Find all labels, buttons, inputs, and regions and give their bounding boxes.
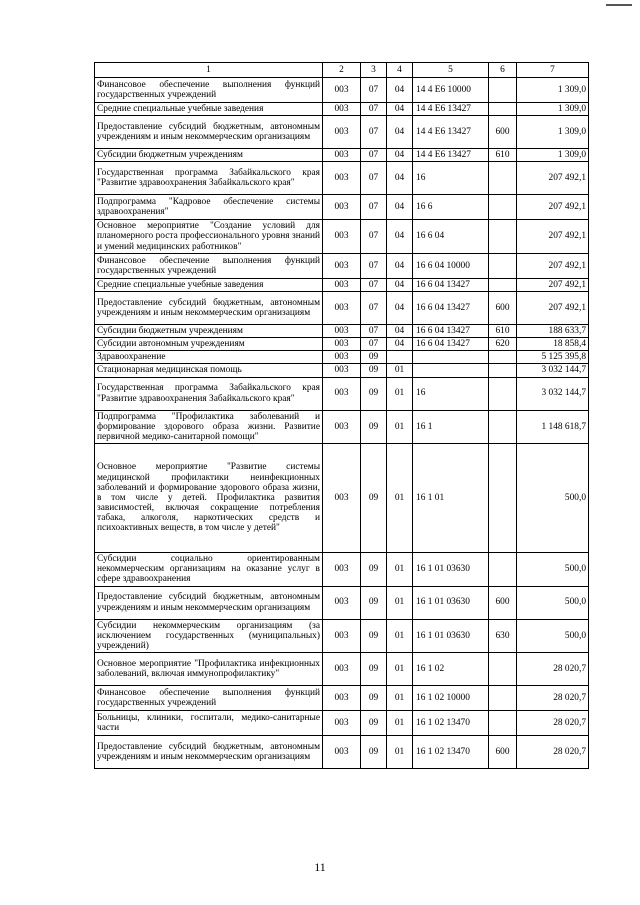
- admin-code-cell: 003: [323, 338, 361, 351]
- subsection-cell: 01: [387, 685, 413, 710]
- row-name-cell: Субсидии некоммерческим организациям (за исключением государственных (муниципальных) учреждений): [95, 619, 323, 652]
- admin-code-cell: 003: [323, 364, 361, 377]
- target-article-cell: 16 6 04: [413, 220, 489, 253]
- amount-cell: 500,0: [517, 444, 589, 553]
- target-article-cell: 16 6: [413, 195, 489, 220]
- header-cell: 2: [323, 63, 361, 78]
- page-number: 11: [314, 860, 326, 874]
- amount-cell: 18 858,4: [517, 338, 589, 351]
- table-row: [95, 410, 589, 443]
- subsection-cell: 04: [387, 116, 413, 149]
- amount-cell: 3 032 144,7: [517, 377, 589, 410]
- admin-code-cell: 003: [323, 162, 361, 195]
- corner-mark: [606, 4, 632, 6]
- admin-code-cell: 003: [323, 351, 361, 364]
- amount-cell: 207 492,1: [517, 278, 589, 291]
- expense-type-cell: [489, 710, 517, 735]
- table-row: [95, 103, 589, 116]
- row-name-cell: Финансовое обеспечение выполнения функций государственных учреждений: [95, 78, 323, 103]
- admin-code-cell: 003: [323, 586, 361, 619]
- row-name-cell: Здравоохранение: [95, 351, 323, 364]
- amount-cell: 28 020,7: [517, 652, 589, 685]
- row-name-cell: Средние специальные учебные заведения: [95, 103, 323, 116]
- amount-cell: 28 020,7: [517, 735, 589, 768]
- target-article-cell: 16 1 02 10000: [413, 685, 489, 710]
- budget-table: [94, 62, 589, 769]
- subsection-cell: 01: [387, 364, 413, 377]
- table-row: [95, 553, 589, 586]
- admin-code-cell: 003: [323, 195, 361, 220]
- section-cell: 09: [361, 586, 387, 619]
- section-cell: 09: [361, 710, 387, 735]
- expense-type-cell: [489, 685, 517, 710]
- subsection-cell: 01: [387, 735, 413, 768]
- target-article-cell: 16 1 01: [413, 444, 489, 553]
- table-row: [95, 253, 589, 278]
- row-name-cell: Стационарная медицинская помощь: [95, 364, 323, 377]
- table-body: [95, 63, 589, 769]
- expense-type-cell: [489, 553, 517, 586]
- admin-code-cell: 003: [323, 116, 361, 149]
- admin-code-cell: 003: [323, 103, 361, 116]
- target-article-cell: 14 4 Е6 13427: [413, 149, 489, 162]
- admin-code-cell: 003: [323, 410, 361, 443]
- section-cell: 09: [361, 735, 387, 768]
- section-cell: 09: [361, 652, 387, 685]
- section-cell: 07: [361, 78, 387, 103]
- section-cell: 07: [361, 149, 387, 162]
- expense-type-cell: 600: [489, 291, 517, 324]
- section-cell: 07: [361, 195, 387, 220]
- target-article-cell: 16 1 02 13470: [413, 710, 489, 735]
- section-cell: 07: [361, 220, 387, 253]
- target-article-cell: 16: [413, 377, 489, 410]
- row-name-cell: Средние специальные учебные заведения: [95, 278, 323, 291]
- expense-type-cell: 600: [489, 586, 517, 619]
- table-row: [95, 324, 589, 337]
- table-row: [95, 685, 589, 710]
- table-row: [95, 162, 589, 195]
- table-row: [95, 586, 589, 619]
- target-article-cell: 16 1: [413, 410, 489, 443]
- admin-code-cell: 003: [323, 149, 361, 162]
- subsection-cell: 04: [387, 220, 413, 253]
- row-name-cell: Государственная программа Забайкальского края "Развитие здравоохранения Забайкальского края": [95, 377, 323, 410]
- section-cell: 09: [361, 351, 387, 364]
- section-cell: 09: [361, 410, 387, 443]
- section-cell: 07: [361, 324, 387, 337]
- header-cell: 3: [361, 63, 387, 78]
- table-row: [95, 351, 589, 364]
- row-name-cell: Основное мероприятие "Создание условий для планомерного роста профессионального уровня знаний и умений медицинских работников": [95, 220, 323, 253]
- expense-type-cell: [489, 351, 517, 364]
- row-name-cell: Основное мероприятие "Развитие системы медицинской профилактики неинфекционных заболеваний и формирование здорового образа жизни, в том числе у детей. Профилактика развития зависимостей, включая сокращение потребления табака, алкоголя, наркотических средств и психоактивных веществ, в том числе у детей": [95, 444, 323, 553]
- target-article-cell: 16 6 04 13427: [413, 338, 489, 351]
- row-name-cell: Субсидии социально ориентированным некоммерческим организациям на оказание услуг в сфере здравоохранения: [95, 553, 323, 586]
- target-article-cell: 14 4 Е6 13427: [413, 116, 489, 149]
- amount-cell: 3 032 144,7: [517, 364, 589, 377]
- section-cell: 07: [361, 116, 387, 149]
- amount-cell: 28 020,7: [517, 710, 589, 735]
- subsection-cell: 04: [387, 195, 413, 220]
- amount-cell: 188 633,7: [517, 324, 589, 337]
- table-row: [95, 652, 589, 685]
- amount-cell: 1 148 618,7: [517, 410, 589, 443]
- row-name-cell: Финансовое обеспечение выполнения функций государственных учреждений: [95, 685, 323, 710]
- amount-cell: 207 492,1: [517, 162, 589, 195]
- subsection-cell: 04: [387, 253, 413, 278]
- amount-cell: 28 020,7: [517, 685, 589, 710]
- admin-code-cell: 003: [323, 220, 361, 253]
- table-row: [95, 78, 589, 103]
- row-name-cell: Субсидии бюджетным учреждениям: [95, 149, 323, 162]
- subsection-cell: 01: [387, 710, 413, 735]
- section-cell: 09: [361, 553, 387, 586]
- row-name-cell: Основное мероприятие "Профилактика инфекционных заболеваний, включая иммунопрофилактику": [95, 652, 323, 685]
- header-cell: 1: [95, 63, 323, 78]
- amount-cell: 207 492,1: [517, 220, 589, 253]
- table-row: [95, 291, 589, 324]
- target-article-cell: 16 6 04 13427: [413, 324, 489, 337]
- subsection-cell: 04: [387, 291, 413, 324]
- table-row: [95, 338, 589, 351]
- subsection-cell: 01: [387, 652, 413, 685]
- admin-code-cell: 003: [323, 324, 361, 337]
- target-article-cell: 16 1 01 03630: [413, 619, 489, 652]
- table-header-row: [95, 63, 589, 78]
- target-article-cell: 16 1 02: [413, 652, 489, 685]
- admin-code-cell: 003: [323, 444, 361, 553]
- row-name-cell: Государственная программа Забайкальского края "Развитие здравоохранения Забайкальского края": [95, 162, 323, 195]
- subsection-cell: 01: [387, 410, 413, 443]
- expense-type-cell: 630: [489, 619, 517, 652]
- section-cell: 09: [361, 685, 387, 710]
- expense-type-cell: 600: [489, 116, 517, 149]
- subsection-cell: 04: [387, 78, 413, 103]
- admin-code-cell: 003: [323, 735, 361, 768]
- amount-cell: 1 309,0: [517, 103, 589, 116]
- target-article-cell: [413, 364, 489, 377]
- section-cell: 07: [361, 162, 387, 195]
- header-cell: 4: [387, 63, 413, 78]
- expense-type-cell: [489, 377, 517, 410]
- table-row: [95, 149, 589, 162]
- expense-type-cell: [489, 220, 517, 253]
- table-row: [95, 195, 589, 220]
- target-article-cell: 16 6 04 13427: [413, 278, 489, 291]
- table-row: [95, 364, 589, 377]
- row-name-cell: Больницы, клиники, госпитали, медико-санитарные части: [95, 710, 323, 735]
- row-name-cell: Подпрограмма "Кадровое обеспечение системы здравоохранения": [95, 195, 323, 220]
- target-article-cell: 16 1 01 03630: [413, 553, 489, 586]
- amount-cell: 500,0: [517, 586, 589, 619]
- admin-code-cell: 003: [323, 377, 361, 410]
- subsection-cell: 01: [387, 586, 413, 619]
- target-article-cell: 14 4 Е6 13427: [413, 103, 489, 116]
- admin-code-cell: 003: [323, 291, 361, 324]
- admin-code-cell: 003: [323, 619, 361, 652]
- amount-cell: 1 309,0: [517, 78, 589, 103]
- expense-type-cell: 610: [489, 324, 517, 337]
- target-article-cell: 16 1 02 13470: [413, 735, 489, 768]
- section-cell: 07: [361, 103, 387, 116]
- table-row: [95, 220, 589, 253]
- header-cell: 7: [517, 63, 589, 78]
- subsection-cell: 04: [387, 149, 413, 162]
- subsection-cell: 04: [387, 103, 413, 116]
- subsection-cell: 04: [387, 278, 413, 291]
- row-name-cell: Предоставление субсидий бюджетным, автономным учреждениям и иным некоммерческим организациям: [95, 116, 323, 149]
- expense-type-cell: [489, 78, 517, 103]
- header-cell: 6: [489, 63, 517, 78]
- subsection-cell: 01: [387, 444, 413, 553]
- table-row: [95, 710, 589, 735]
- amount-cell: 207 492,1: [517, 291, 589, 324]
- section-cell: 09: [361, 619, 387, 652]
- subsection-cell: [387, 351, 413, 364]
- target-article-cell: 16 6 04 10000: [413, 253, 489, 278]
- section-cell: 07: [361, 338, 387, 351]
- target-article-cell: 16 1 01 03630: [413, 586, 489, 619]
- subsection-cell: 04: [387, 162, 413, 195]
- section-cell: 09: [361, 444, 387, 553]
- subsection-cell: 01: [387, 377, 413, 410]
- table-row: [95, 735, 589, 768]
- section-cell: 09: [361, 364, 387, 377]
- expense-type-cell: [489, 195, 517, 220]
- subsection-cell: 01: [387, 619, 413, 652]
- admin-code-cell: 003: [323, 78, 361, 103]
- amount-cell: 500,0: [517, 619, 589, 652]
- expense-type-cell: [489, 652, 517, 685]
- amount-cell: 207 492,1: [517, 253, 589, 278]
- table-row: [95, 116, 589, 149]
- subsection-cell: 04: [387, 338, 413, 351]
- expense-type-cell: [489, 253, 517, 278]
- row-name-cell: Подпрограмма "Профилактика заболеваний и формирование здорового образа жизни. Развитие первичной медико-санитарной помощи": [95, 410, 323, 443]
- section-cell: 07: [361, 278, 387, 291]
- expense-type-cell: [489, 103, 517, 116]
- expense-type-cell: 610: [489, 149, 517, 162]
- target-article-cell: [413, 351, 489, 364]
- expense-type-cell: 600: [489, 735, 517, 768]
- admin-code-cell: 003: [323, 685, 361, 710]
- amount-cell: 5 125 395,8: [517, 351, 589, 364]
- subsection-cell: 04: [387, 324, 413, 337]
- amount-cell: 500,0: [517, 553, 589, 586]
- header-cell: 5: [413, 63, 489, 78]
- row-name-cell: Предоставление субсидий бюджетным, автономным учреждениям и иным некоммерческим организациям: [95, 291, 323, 324]
- table-row: [95, 444, 589, 553]
- expense-type-cell: [489, 364, 517, 377]
- target-article-cell: 16: [413, 162, 489, 195]
- section-cell: 09: [361, 377, 387, 410]
- admin-code-cell: 003: [323, 553, 361, 586]
- row-name-cell: Субсидии бюджетным учреждениям: [95, 324, 323, 337]
- expense-type-cell: [489, 444, 517, 553]
- expense-type-cell: [489, 278, 517, 291]
- admin-code-cell: 003: [323, 652, 361, 685]
- table-row: [95, 619, 589, 652]
- row-name-cell: Финансовое обеспечение выполнения функций государственных учреждений: [95, 253, 323, 278]
- expense-type-cell: [489, 162, 517, 195]
- expense-type-cell: 620: [489, 338, 517, 351]
- table-row: [95, 278, 589, 291]
- subsection-cell: 01: [387, 553, 413, 586]
- amount-cell: 1 309,0: [517, 149, 589, 162]
- admin-code-cell: 003: [323, 710, 361, 735]
- row-name-cell: Предоставление субсидий бюджетным, автономным учреждениям и иным некоммерческим организациям: [95, 735, 323, 768]
- admin-code-cell: 003: [323, 253, 361, 278]
- expense-type-cell: [489, 410, 517, 443]
- target-article-cell: 16 6 04 13427: [413, 291, 489, 324]
- amount-cell: 207 492,1: [517, 195, 589, 220]
- row-name-cell: Субсидии автономным учреждениям: [95, 338, 323, 351]
- table-row: [95, 377, 589, 410]
- row-name-cell: Предоставление субсидий бюджетным, автономным учреждениям и иным некоммерческим организациям: [95, 586, 323, 619]
- section-cell: 07: [361, 291, 387, 324]
- admin-code-cell: 003: [323, 278, 361, 291]
- section-cell: 07: [361, 253, 387, 278]
- target-article-cell: 14 4 Е6 10000: [413, 78, 489, 103]
- amount-cell: 1 309,0: [517, 116, 589, 149]
